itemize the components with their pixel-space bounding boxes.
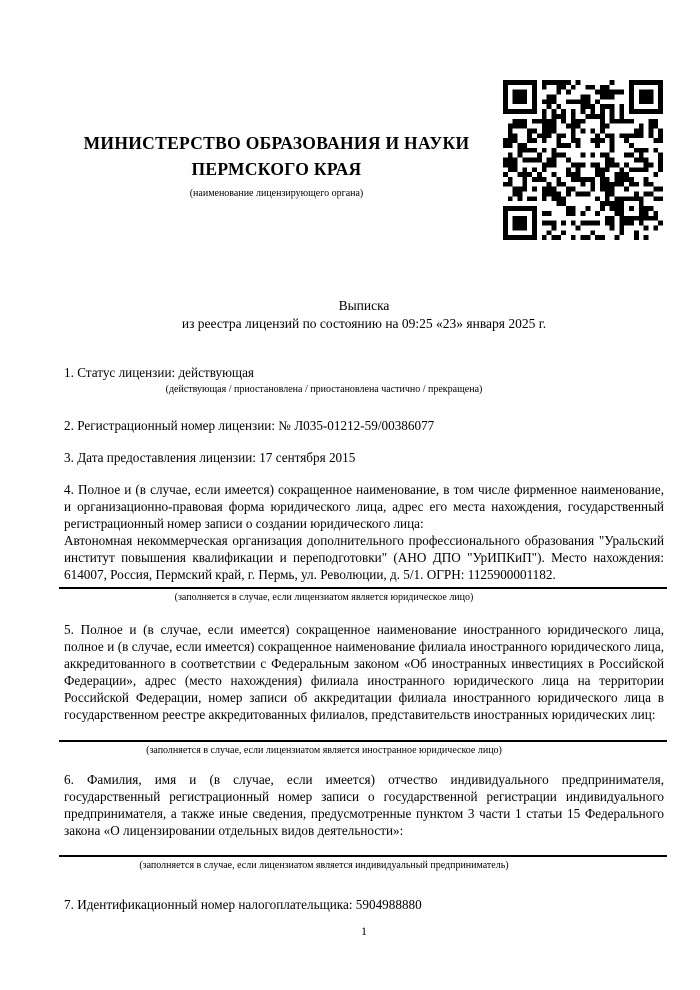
qr-code (503, 80, 663, 240)
item-entrepreneur-label: 6. Фамилия, имя и (в случае, если имеется) отчество индивидуального предпринимателя, государственный регистрационный номер записи о государственной регистрации индивидуального предпринимателя, а также иные сведения, предусмотренные пунктом 3 части 1 статьи 15 Федерального закона «О лицензировании отдельных видов деятельности»: (64, 772, 664, 838)
item-registration-number: 2. Регистрационный номер лицензии: № Л035-01212-59/00386077 (64, 418, 435, 433)
item-grant-date: 3. Дата предоставления лицензии: 17 сентября 2015 (64, 450, 356, 465)
document-header-row (0, 0, 700, 240)
authority-caption: (наименование лицензирующего органа) (189, 188, 364, 199)
page-number: 1 (361, 924, 367, 938)
item-inn: 7. Идентификационный номер налогоплательщика: 5904988880 (64, 897, 422, 912)
licensing-authority-header (64, 80, 503, 200)
foreign-entity-blank-field-line (59, 740, 667, 742)
document-title-line1: Выписка (338, 298, 390, 313)
document-title-line2: из реестра лицензий по состоянию на 09:25 «23» января 2025 г. (181, 316, 547, 331)
authority-name-line2: ПЕРМСКОГО КРАЯ (191, 159, 362, 179)
entrepreneur-caption: (заполняется в случае, если лицензиатом является индивидуальный предприниматель) (139, 860, 509, 871)
item-license-status: 1. Статус лицензии: действующая (64, 365, 255, 380)
item-legal-entity-value: Автономная некоммерческая организация дополнительного профессионального образования "Уральский институт повышения квалификации и переподготовки" (АНО ДПО "УрИПКиП"). Место нахождения: 614007, Россия, Пермский край, г. Пермь, ул. Революции, д. 5/1. ОГРН: 1125900001182. (64, 533, 664, 582)
item-legal-entity-label: 4. Полное и (в случае, если имеется) сокращенное наименование, в том числе фирменное наименование, и организационно-правовая форма юридического лица, адрес его места нахождения, государственный регистрационный номер записи о создании юридического лица: (64, 482, 664, 531)
status-options-caption: (действующая / приостановлена / приостановлена частично / прекращена) (165, 384, 483, 395)
document-body (64, 364, 664, 913)
authority-name-line1: МИНИСТЕРСТВО ОБРАЗОВАНИЯ И НАУКИ (83, 133, 470, 153)
entrepreneur-blank-field-line (59, 855, 667, 857)
document-title (0, 297, 700, 333)
qr-code-image (503, 80, 663, 240)
item-foreign-entity-label: 5. Полное и (в случае, если имеется) сокращенное наименование иностранного юридического лица, полное и (в случае, если имеется) сокращенное наименование филиала иностранного юридического лица, аккредитованного в соответствии с Федеральным законом «Об иностранных инвестициях в Российской Федерации», адрес (место нахождения) филиала иностранного юридического лица на территории Российской Федерации, номер записи об аккредитации филиала иностранного юридического лица в государственном реестре аккредитованных филиалов, представительств иностранных юридических лиц: (64, 622, 664, 722)
foreign-entity-caption: (заполняется в случае, если лицензиатом является иностранное юридическое лицо) (146, 745, 502, 756)
legal-entity-field-line (59, 587, 667, 589)
legal-entity-caption: (заполняется в случае, если лицензиатом является юридическое лицо) (174, 592, 474, 603)
